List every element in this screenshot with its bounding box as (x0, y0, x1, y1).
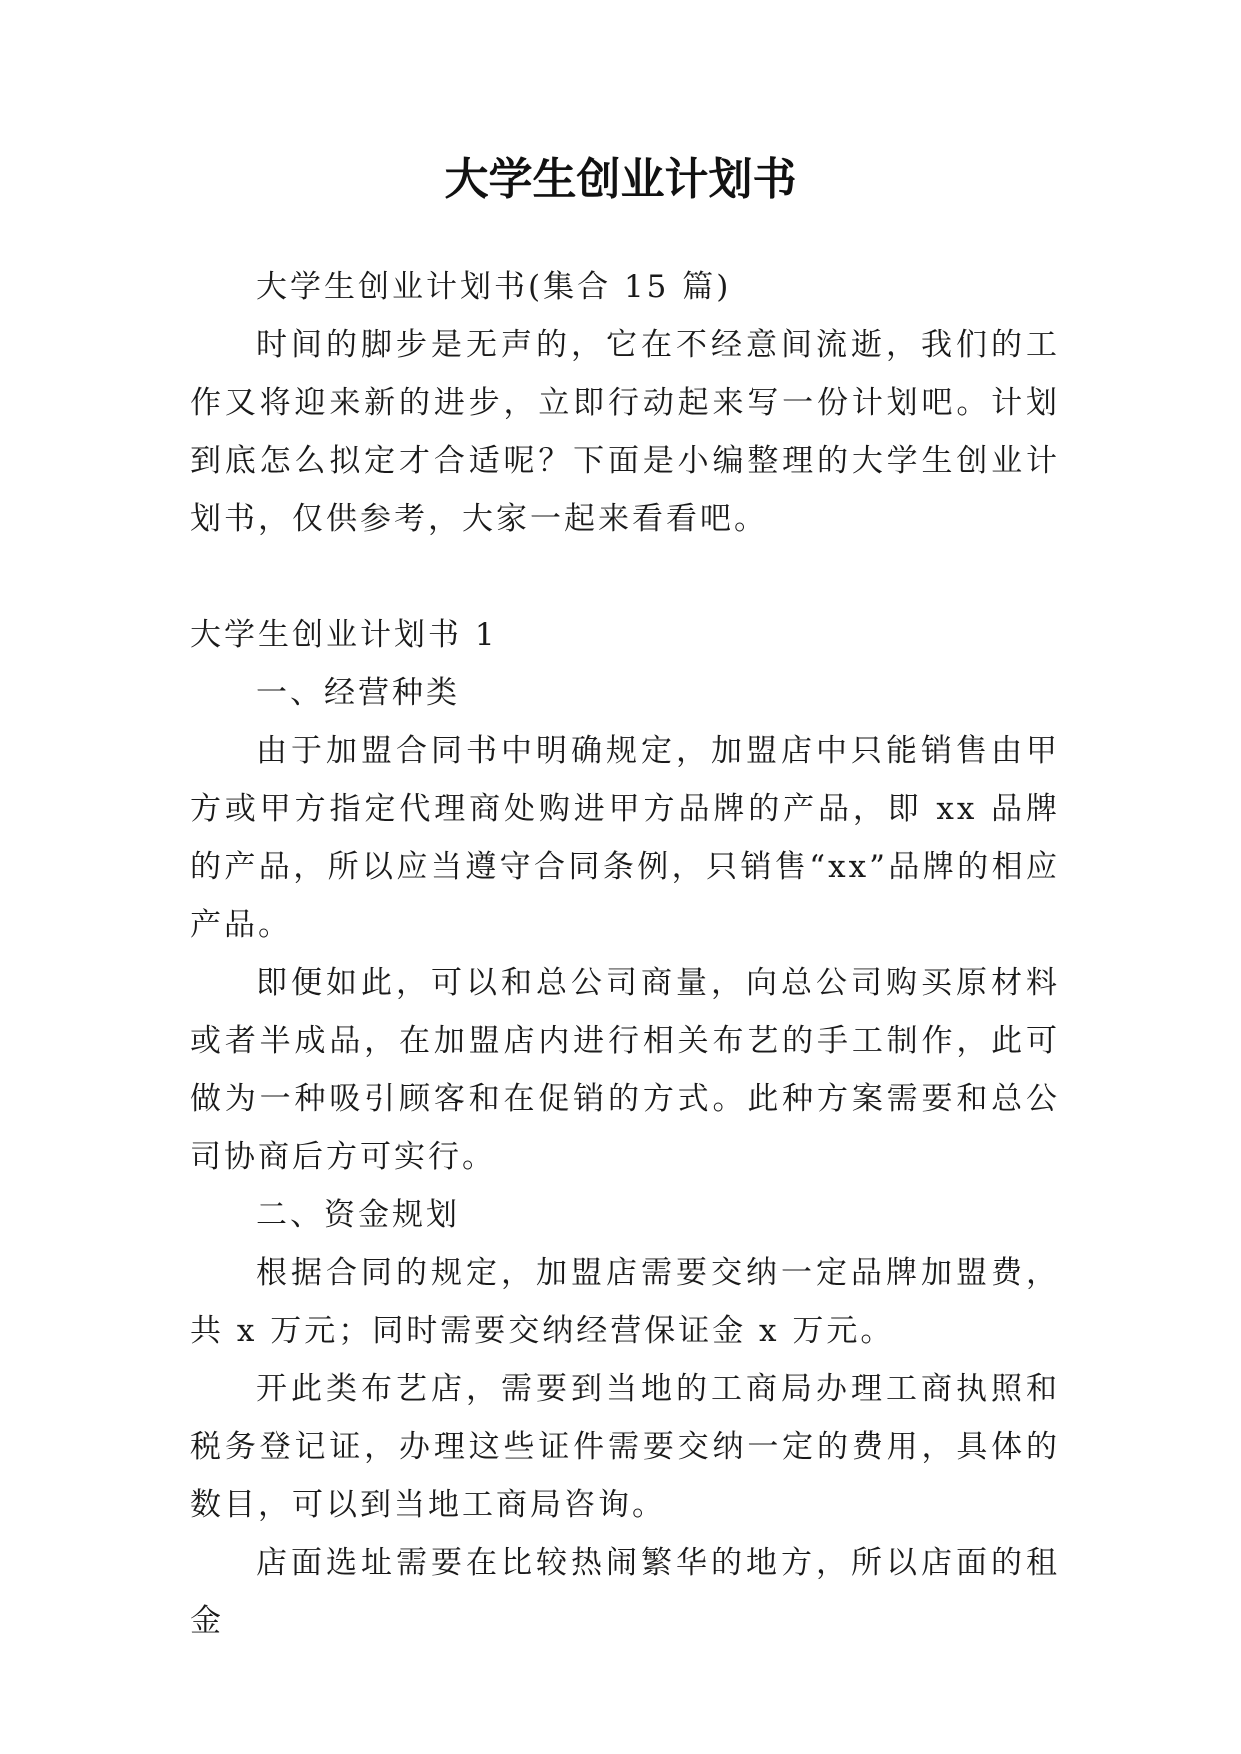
section-title: 大学生创业计划书 1 (190, 617, 498, 653)
document-body (190, 258, 1060, 1650)
intro-paragraph: 时间的脚步是无声的，它在不经意间流逝，我们的工作又将迎来新的进步，立即行动起来写一份计划吧。计划到底怎么拟定才合适呢？下面是小编整理的大学生创业计划书，仅供参考，大家一起来看看吧。 (190, 327, 1060, 537)
section-gap (190, 548, 1060, 606)
paragraph: 即便如此，可以和总公司商量，向总公司购买原材料或者半成品，在加盟店内进行相关布艺的手工制作，此可做为一种吸引顾客和在促销的方式。此种方案需要和总公司协商后方可实行。 (190, 965, 1060, 1175)
paragraph: 根据合同的规定，加盟店需要交纳一定品牌加盟费，共 x 万元；同时需要交纳经营保证金 x 万元。 (190, 1255, 1060, 1349)
paragraph: 由于加盟合同书中明确规定，加盟店中只能销售由甲方或甲方指定代理商处购进甲方品牌的产品，即 xx 品牌的产品，所以应当遵守合同条例，只销售“xx”品牌的相应产品。 (190, 733, 1060, 943)
heading-funding-plan: 二、资金规划 (256, 1197, 460, 1233)
document-title: 大学生创业计划书 (444, 154, 797, 205)
paragraph: 店面选址需要在比较热闹繁华的地方，所以店面的租金 (190, 1545, 1060, 1639)
heading-business-type: 一、经营种类 (256, 675, 460, 711)
subtitle-line: 大学生创业计划书(集合 15 篇) (256, 269, 732, 305)
paragraph: 开此类布艺店，需要到当地的工商局办理工商执照和税务登记证，办理这些证件需要交纳一定的费用，具体的数目，可以到当地工商局咨询。 (190, 1371, 1060, 1523)
